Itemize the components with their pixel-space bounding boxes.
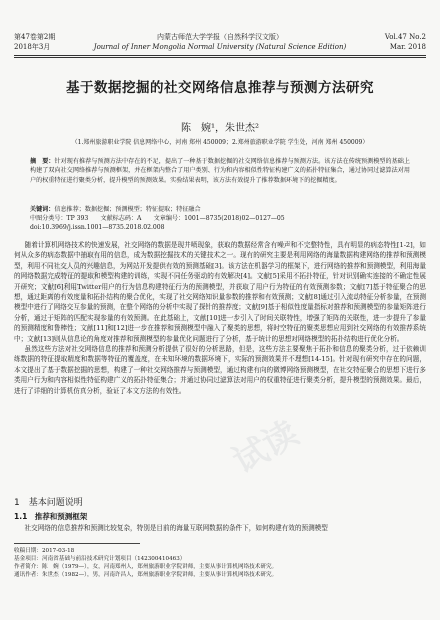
- journal-name-en: Journal of Inner Mongolia Normal University (Natural Science Edition): [93, 43, 347, 51]
- paragraph: 随着计算机网络技术的快速发展，社交网络的数据是现井喷现象，获取的数据经常含有噪声和不完整特性，具有明显的病态特性[1-2]，如何从众多的病态数据中抽取有用的信息，成为数据挖掘技术的关键技术之一。现有的研究主要是利用网络的海量数据构建网络的推荐和预测模型，利用不同社交人员的兴趣信息，为网站开发提供有效的预测基础[3]。该方法在机器学习的框架下，进行网络的推荐和预测模型，利用海量的网络数据完成特征的提取和模型构建的训练，实现不同任务驱动的有效解决[4]。文献[5]采用不拓扑特征，针对识别确实连接的不确定性展开研究；文献[6]利用Twitter用户的行为信息构建特征行为的预测模型，并获取了用户行为特征的有效预测参数；文献[7]基于特征聚合的思想，通过距离的有效度量和拓扑结构的聚合优化，实现了社交网络知识量参数的推荐和有效预测；文献[8]通过引入流动特征分析参量，在预测模型中进行了网络交互参量的预测，在整个网络的分析中实现了探针的推荐度；文献[9]基于相似性度量指标对推荐和预测模型的参量矩阵进行分析，通过于矩阵的匹配实现参量的有效预测。在此基础上，文献[10]进一步引入了时间关联特性，增强了矩阵的关联性，进一步提升了参量的预测精度和鲁棒性；文献[11]和[12]进一步在推荐和预测模型中融入了聚类的思想，将时空特征的聚类思想应用到社交网络的有效推荐系统中；文献[13]则从信息论的角度对推荐和预测模型的参量优化问题进行了分析，基于统计的思想对网络模型的拓扑结构进行优化分析。: [14, 241, 426, 343]
- abstract: [30, 157, 410, 185]
- footnote-rule: [14, 543, 140, 544]
- footnote-fund: 基金项目：河南省基础与前沿技术研究计划项目（142300410463）: [14, 556, 186, 562]
- keywords-text: 信息推荐；数据挖掘；预测模型；特征提取；特征融合: [54, 206, 201, 213]
- doi-line: doi:10.3969/j.issn.1001—8735.2018.02.008: [30, 224, 165, 231]
- date-cn: 2018年3月: [14, 43, 51, 51]
- abstract-text: 针对现有推荐与预测方法中存在的不足，提出了一种基于数据挖掘的社交网络信息推荐与预测方法。该方法在传统预测模型的基础上构建了双向社交网络推荐与预测框架，并在框架内整合了用户类别、行为和内容相似性特征构建广义的拓扑特征集合，通过协同过滤算法对用户的权重特征进行聚类分析，提升模型的预测效果。实验结果表明，该方法有效提升了推荐数据环境下的挖掘精度。: [30, 158, 411, 184]
- keywords-label: 关键词：: [30, 206, 55, 213]
- intro-body: [14, 240, 426, 396]
- abstract-label: 摘 要：: [30, 158, 55, 165]
- affiliation: （1.郑州旅游职业学院 信息网络中心，河南 郑州 450009；2.郑州旅游职业学院 学生处，河南 郑州 450009）: [71, 139, 369, 146]
- watermark: 试读: [226, 413, 306, 482]
- volume-en: Vol.47 No.2: [384, 33, 426, 41]
- header-rule: [14, 55, 426, 56]
- header-rule-thin: [14, 57, 426, 58]
- journal-name-cn: 内蒙古师范大学学报（自然科学汉文版）: [157, 33, 283, 41]
- classification-line: 中图分类号：TP 393 文献标志码：A 文章编号：1001—8735(2018)02—0127—05: [30, 215, 285, 222]
- volume-cn: 第47卷第2期: [14, 33, 56, 41]
- keywords: [30, 205, 410, 214]
- section-heading: 1 基本问题说明: [14, 498, 83, 508]
- subsection-heading: 1.1 推荐和预测框架: [14, 512, 88, 521]
- footnote-author: 作者简介：陈 婉（1979—），女，河南郑州人，郑州旅游职业学院讲师，主要从事计算机网络技术研究。: [14, 564, 278, 570]
- footnotes: [14, 547, 426, 579]
- watermark: 试读: [36, 243, 116, 312]
- footnote-received: 收稿日期：2017-03-18: [14, 548, 75, 554]
- paragraph: 虽然这些方法对社交网络信息的推荐和预测分析提供了很好的分析思路，但是，这些方法主要聚焦于拓扑和信息的聚类分析，过于依赖训练数据的特征提取精度和数据等特征的覆盖度，在未知环境的数据环境下，实际的预测效果并不理想[14-15]。针对现有研究中存在的问题，本文提出了基于数据挖掘的思想，构建了一种社交网络推荐与预测模型，通过构建有向的微博网络预测模型，在社交特征聚合的思想下进行多类用户行为和内容相似性特征构建广义的拓扑特征集合；并通过协同过滤算法对用户的权重特征进行聚类分析，提升模型的预测效果。最后，进行了详细的计算机仿真分析，验证了本文方法的有效性。: [14, 345, 426, 395]
- paragraph: 社交网络的信息推荐和预测比较复杂，特别是目前的海量互联网数据的条件下，如何构建有效的预测模型: [24, 524, 328, 532]
- section-body: [14, 523, 426, 533]
- footnote-corresponding: 通讯作者：朱世杰（1982—），男，河南许昌人，郑州旅游职业学院讲师，主要从事计算机网络技术研究。: [14, 572, 278, 578]
- paper-title: 基于数据挖掘的社交网络信息推荐与预测方法研究: [66, 80, 374, 96]
- date-en: Mar. 2018: [389, 43, 426, 51]
- authors: 陈 婉¹，朱世杰²: [180, 123, 260, 134]
